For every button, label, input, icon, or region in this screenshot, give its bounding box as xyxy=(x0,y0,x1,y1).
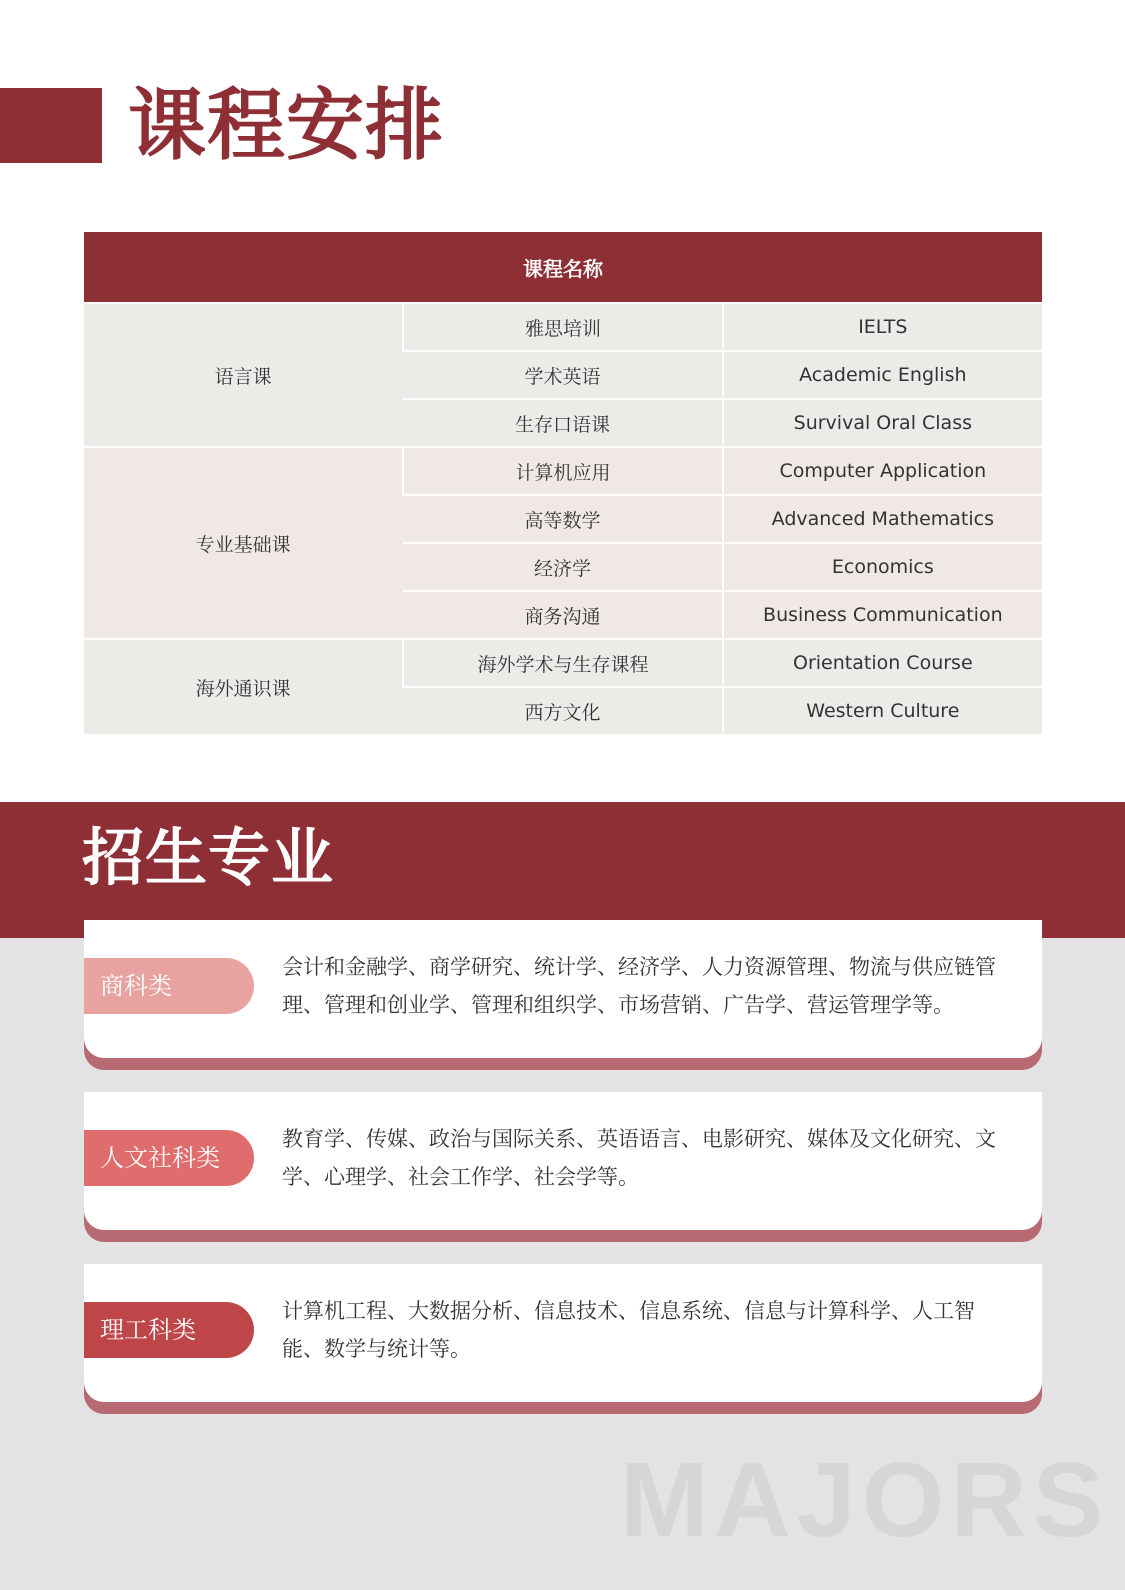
major-tag-business: 商科类 xyxy=(84,958,254,1014)
course-name-en: Economics xyxy=(723,543,1042,591)
course-name-en: Advanced Mathematics xyxy=(723,495,1042,543)
course-name-zh: 生存口语课 xyxy=(403,399,722,447)
major-card-science-engineering xyxy=(84,1264,1042,1402)
major-tag-humanities: 人文社科类 xyxy=(84,1130,254,1186)
major-description-humanities: 教育学、传媒、政治与国际关系、英语语言、电影研究、媒体及文化研究、文学、心理学、社会工作学、社会学等。 xyxy=(282,1127,996,1189)
table-row xyxy=(84,303,1042,351)
table-row xyxy=(84,447,1042,495)
course-category-core: 专业基础课 xyxy=(84,447,403,639)
course-name-zh: 经济学 xyxy=(403,543,722,591)
course-name-en: Orientation Course xyxy=(723,639,1042,687)
course-table xyxy=(84,232,1042,734)
course-name-en: IELTS xyxy=(723,303,1042,351)
course-name-zh: 高等数学 xyxy=(403,495,722,543)
major-card-business xyxy=(84,920,1042,1058)
course-name-zh: 学术英语 xyxy=(403,351,722,399)
course-name-en: Survival Oral Class xyxy=(723,399,1042,447)
course-category-language: 语言课 xyxy=(84,303,403,447)
major-card-humanities xyxy=(84,1092,1042,1230)
course-category-overseas: 海外通识课 xyxy=(84,639,403,734)
course-name-en: Academic English xyxy=(723,351,1042,399)
major-tag-science-engineering: 理工科类 xyxy=(84,1302,254,1358)
major-description-science-engineering: 计算机工程、大数据分析、信息技术、信息系统、信息与计算科学、人工智能、数学与统计等。 xyxy=(282,1299,975,1361)
courses-title: 课程安排 xyxy=(128,81,445,171)
major-description-business: 会计和金融学、商学研究、统计学、经济学、人力资源管理、物流与供应链管理、管理和创业学、管理和组织学、市场营销、广告学、营运管理学等。 xyxy=(282,955,996,1017)
course-name-zh: 雅思培训 xyxy=(403,303,722,351)
course-name-zh: 海外学术与生存课程 xyxy=(403,639,722,687)
course-name-zh: 商务沟通 xyxy=(403,591,722,639)
course-name-en: Western Culture xyxy=(723,687,1042,734)
course-name-zh: 西方文化 xyxy=(403,687,722,734)
table-row xyxy=(84,639,1042,687)
majors-watermark: MAJORS xyxy=(620,1441,1110,1559)
course-name-zh: 计算机应用 xyxy=(403,447,722,495)
course-table-header-row xyxy=(84,232,1042,303)
course-name-en: Computer Application xyxy=(723,447,1042,495)
course-name-en: Business Communication xyxy=(723,591,1042,639)
course-table-header: 课程名称 xyxy=(84,232,1042,303)
title-accent-bar xyxy=(0,88,102,163)
majors-title: 招生专业 xyxy=(82,821,335,894)
